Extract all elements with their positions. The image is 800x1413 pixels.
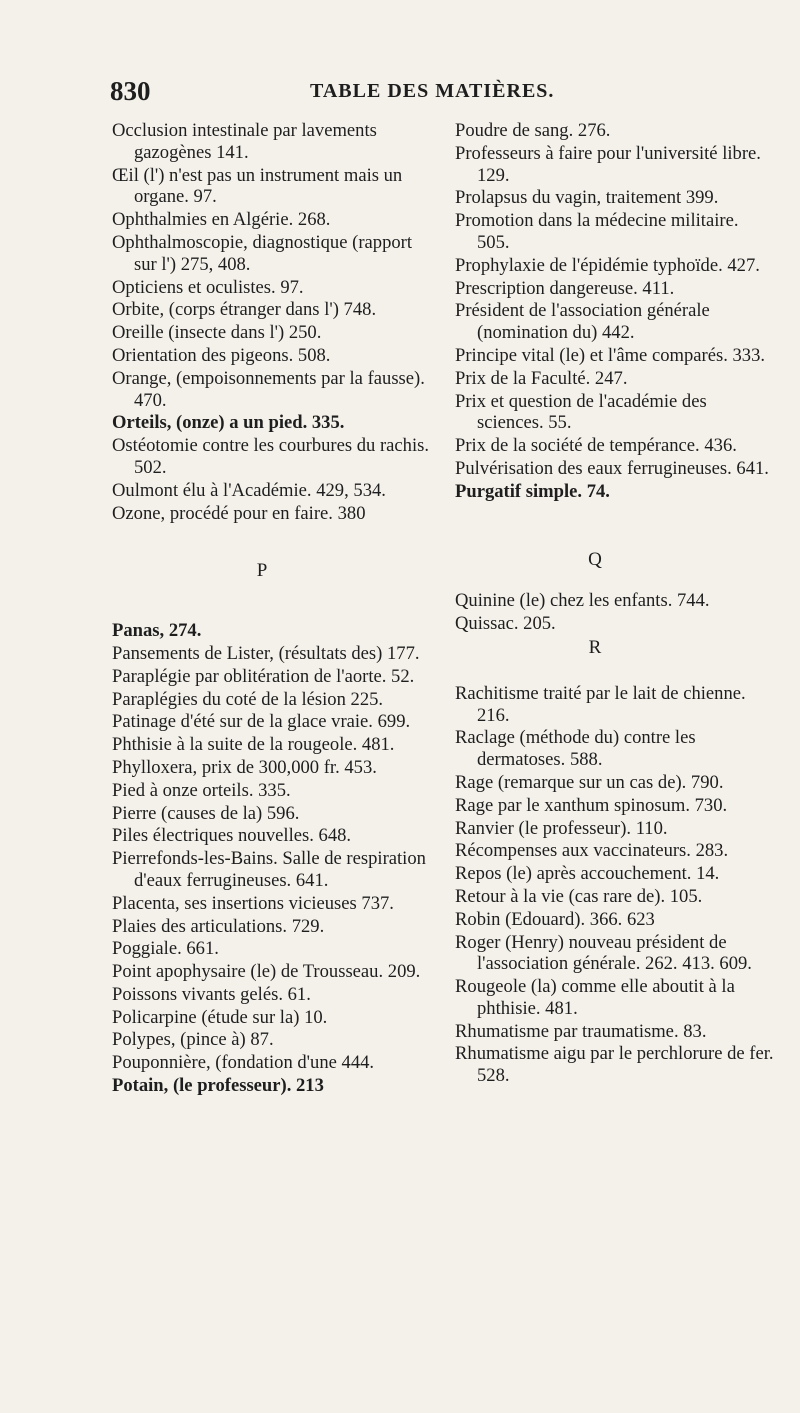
index-entry: Paraplégies du coté de la lésion 225. [112, 688, 384, 710]
index-entry: Polypes, (pince à) 87. [112, 1029, 274, 1051]
index-entry: Poggiale. 661. [112, 938, 219, 960]
index-entry: Raclage (méthode du) contre les dermatoses. 588. [455, 727, 696, 771]
index-entry: Pansements de Lister, (résultats des) 177. [112, 642, 420, 664]
index-entry: Plaies des articulations. 729. [112, 915, 325, 937]
index-entry: Prescription dangereuse. 411. [455, 277, 675, 299]
index-entry: Pulvérisation des eaux ferrugineuses. 641. [455, 457, 769, 479]
index-entry: Professeurs à faire pour l'université libre. 129. [455, 142, 761, 186]
index-entry: Point apophysaire (le) de Trousseau. 209. [112, 961, 421, 983]
index-entry: Piles électriques nouvelles. 648. [112, 825, 352, 847]
index-entry: Occlusion intestinale par lavements gazogènes 141. [112, 120, 377, 163]
index-entry: Pierrefonds-les-Bains. Salle de respiration d'eaux ferrugineuses. 641. [112, 848, 426, 891]
index-entry: Rougeole (la) comme elle aboutit à la phthisie. 481. [455, 976, 735, 1019]
index-entry: Retour à la vie (cas rare de). 105. [455, 885, 703, 907]
index-entry: Pouponnière, (fondation d'une 444. [112, 1052, 375, 1074]
index-entry: Orteils, (onze) a un pied. 335. [112, 412, 345, 434]
index-entry: Quissac. 205. [455, 613, 556, 635]
index-entry: Promotion dans la médecine militaire. 505. [455, 210, 739, 253]
index-entry: Poissons vivants gelés. 61. [112, 983, 311, 1005]
index-entry: Policarpine (étude sur la) 10. [112, 1006, 328, 1028]
index-entry: Prolapsus du vagin, traitement 399. [455, 187, 719, 209]
index-entry: Robin (Edouard). 366. 623 [455, 908, 655, 930]
index-entry: Prophylaxie de l'épidémie typhoïde. 427. [455, 254, 760, 276]
entries-q [455, 590, 775, 635]
index-entry: Orientation des pigeons. 508. [112, 344, 331, 366]
index-entry: Œil (l') n'est pas un instrument mais un organe. 97. [112, 164, 403, 208]
running-title: TABLE DES MATIÈRES. [310, 80, 555, 102]
index-entry: Ranvier (le professeur). 110. [455, 817, 668, 839]
index-entry: Oreille (insecte dans l') 250. [112, 322, 322, 344]
index-entry: Ostéotomie contre les courbures du rachis. 502. [112, 435, 430, 478]
section-letter-r: R [588, 636, 602, 658]
index-entry: Phthisie à la suite de la rougeole. 481. [112, 734, 395, 756]
index-entry: Repos (le) après accouchement. 14. [455, 863, 720, 885]
index-entry: Rage (remarque sur un cas de). 790. [455, 771, 724, 793]
left-column [112, 120, 432, 1098]
index-entry: Ophthalmies en Algérie. 268. [112, 209, 331, 231]
index-entry: Rage par le xanthum spinosum. 730. [455, 794, 728, 816]
entries-p [112, 620, 432, 1097]
index-entry: Principe vital (le) et l'âme comparés. 333. [455, 344, 766, 366]
index-entry: Ozone, procédé pour en faire. 380 [112, 502, 366, 524]
index-entry: Purgatif simple. 74. [455, 480, 610, 502]
index-entry: Opticiens et oculistes. 97. [112, 276, 304, 298]
entries-o [112, 120, 432, 524]
index-entry: Président de l'association générale (nomination du) 442. [455, 300, 710, 344]
index-entry: Orange, (empoisonnements par la fausse). 470. [112, 367, 425, 411]
index-entry: Rhumatisme par traumatisme. 83. [455, 1020, 707, 1042]
index-entry: Rhumatisme aigu par le perchlorure de fer. 528. [455, 1043, 774, 1087]
index-entry: Récompenses aux vaccinateurs. 283. [455, 840, 729, 862]
index-entry: Prix et question de l'académie des sciences. 55. [455, 390, 707, 434]
index-entry: Roger (Henry) nouveau président de l'association générale. 262. 413. 609. [455, 931, 752, 975]
index-entry: Phylloxera, prix de 300,000 fr. 453. [112, 756, 377, 778]
index-entry: Orbite, (corps étranger dans l') 748. [112, 299, 377, 321]
index-entry: Prix de la société de tempérance. 436. [455, 435, 737, 457]
section-letter-q: Q [588, 548, 602, 570]
index-entry: Prix de la Faculté. 247. [455, 367, 628, 389]
entries-r [455, 683, 775, 1087]
section-letter-p: P [256, 560, 268, 582]
page-number: 830 [110, 76, 151, 106]
index-entry: Paraplégie par oblitération de l'aorte. 52. [112, 665, 415, 687]
index-entry: Pied à onze orteils. 335. [112, 779, 291, 801]
index-entry: Rachitisme traité par le lait de chienne. 216. [455, 682, 746, 726]
right-column [455, 120, 775, 1088]
index-entry: Ophthalmoscopie, diagnostique (rapport sur l') 275, 408. [112, 231, 413, 275]
index-entry: Pierre (causes de la) 596. [112, 802, 300, 824]
index-entry: Poudre de sang. 276. [455, 120, 611, 141]
page-header [110, 76, 770, 116]
index-entry: Quinine (le) chez les enfants. 744. [455, 590, 710, 612]
index-entry: Potain, (le professeur). 213 [112, 1075, 324, 1097]
index-entry: Placenta, ses insertions vicieuses 737. [112, 892, 394, 914]
index-entry: Panas, 274. [112, 620, 202, 642]
entries-p-continued [455, 120, 775, 503]
index-entry: Patinage d'été sur de la glace vraie. 699. [112, 711, 411, 733]
index-entry: Oulmont élu à l'Académie. 429, 534. [112, 479, 386, 501]
